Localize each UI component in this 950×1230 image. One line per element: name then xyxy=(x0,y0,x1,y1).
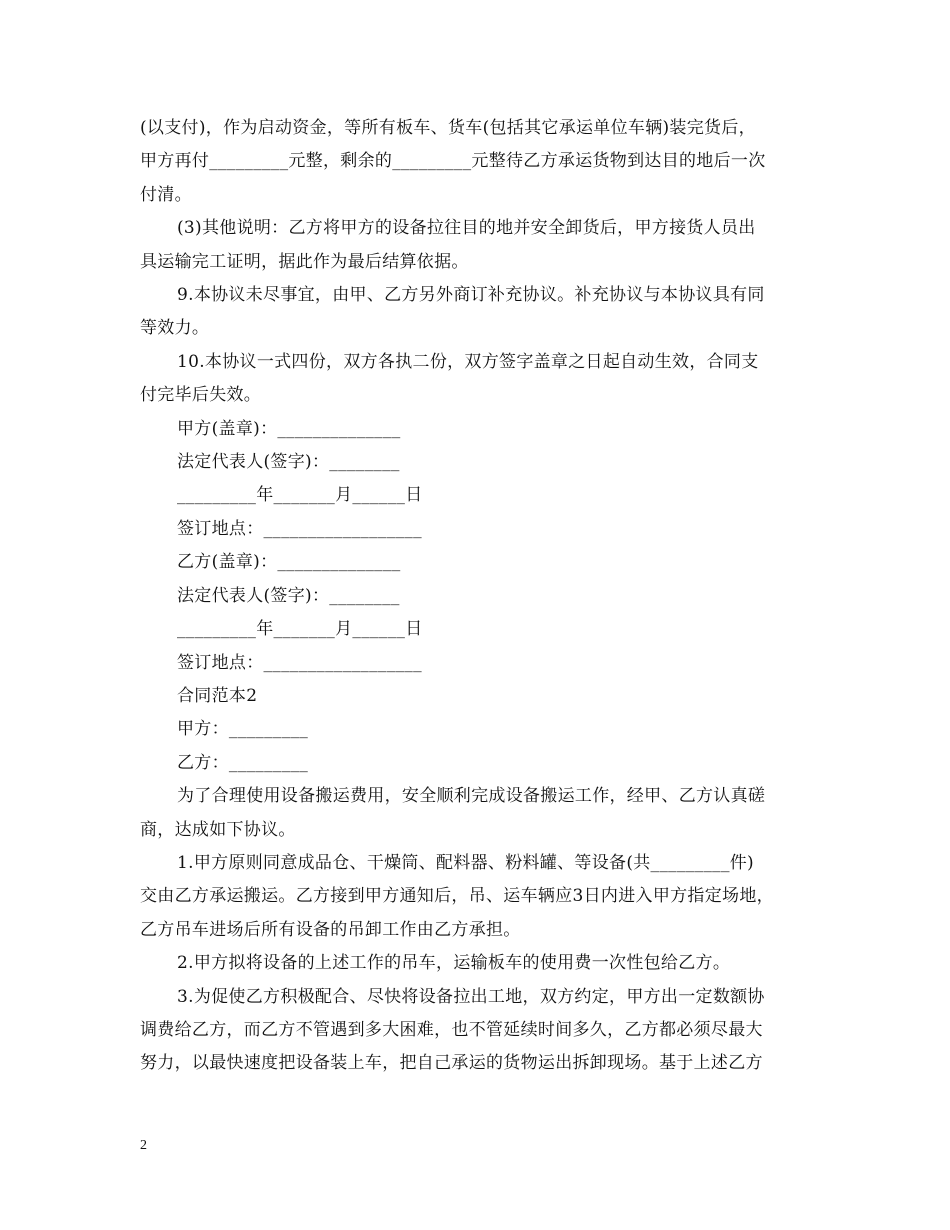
signature-line: 甲方(盖章)：______________ xyxy=(177,418,401,439)
date-line: _________年_______月______日 xyxy=(177,619,423,640)
text-line: 3.为促使乙方积极配合、尽快将设备拉出工地，双方约定，甲方出一定数额协 xyxy=(177,986,765,1007)
text-line: 2.甲方拟将设备的上述工作的吊车，运输板车的使用费一次性包给乙方。 xyxy=(177,953,731,974)
text-line: 调费给乙方，而乙方不管遇到多大困难，也不管延续时间多久，乙方都必须尽最大 xyxy=(140,1019,763,1040)
text-line: 交由乙方承运搬运。乙方接到甲方通知后，吊、运车辆应3日内进入甲方指定场地， xyxy=(140,886,774,907)
date-line: _________年_______月______日 xyxy=(177,485,423,506)
party-line: 甲方：_________ xyxy=(177,719,309,740)
text-line: (以支付)，作为启动资金，等所有板车、货车(包括其它承运单位车辆)装完货后， xyxy=(140,118,756,138)
text-line: 付完毕后失效。 xyxy=(140,385,262,406)
text-line: 努力，以最快速度把设备装上车，把自己承运的货物运出拆卸现场。基于上述乙方 xyxy=(140,1053,763,1074)
text-line: 商，达成如下协议。 xyxy=(140,819,296,840)
text-line: 具运输完工证明，据此作为最后结算依据。 xyxy=(140,251,469,272)
document-body xyxy=(140,112,830,1081)
signature-line: 签订地点：__________________ xyxy=(177,652,422,673)
section-title: 合同范本2 xyxy=(177,685,258,706)
text-line: 甲方再付_________元整，剩余的_________元整待乙方承运货物到达目的地后一次 xyxy=(140,151,766,172)
text-line: (3)其他说明：乙方将甲方的设备拉往目的地并安全卸货后，甲方接货人员出 xyxy=(177,218,756,239)
signature-line: 法定代表人(签字)：________ xyxy=(177,585,400,606)
text-line: 付清。 xyxy=(140,184,192,205)
text-line: 10.本协议一式四份，双方各执二份，双方签字盖章之日起自动生效，合同支 xyxy=(177,351,759,372)
text-line: 1.甲方原则同意成品仓、干燥筒、配料器、粉料罐、等设备(共_________件) xyxy=(177,852,754,873)
signature-line: 乙方(盖章)：______________ xyxy=(177,552,401,573)
signature-line: 签订地点：__________________ xyxy=(177,518,422,539)
text-line: 为了合理使用设备搬运费用，安全顺利完成设备搬运工作，经甲、乙方认真磋 xyxy=(177,786,766,807)
text-line: 9.本协议未尽事宜，由甲、乙方另外商订补充协议。补充协议与本协议具有同 xyxy=(177,285,765,306)
text-line: 乙方吊车进场后所有设备的吊卸工作由乙方承担。 xyxy=(140,919,521,940)
signature-line: 法定代表人(签字)：________ xyxy=(177,452,400,473)
text-line: 等效力。 xyxy=(140,318,210,339)
party-line: 乙方：_________ xyxy=(177,752,309,773)
page-number: 2 xyxy=(140,1138,147,1153)
